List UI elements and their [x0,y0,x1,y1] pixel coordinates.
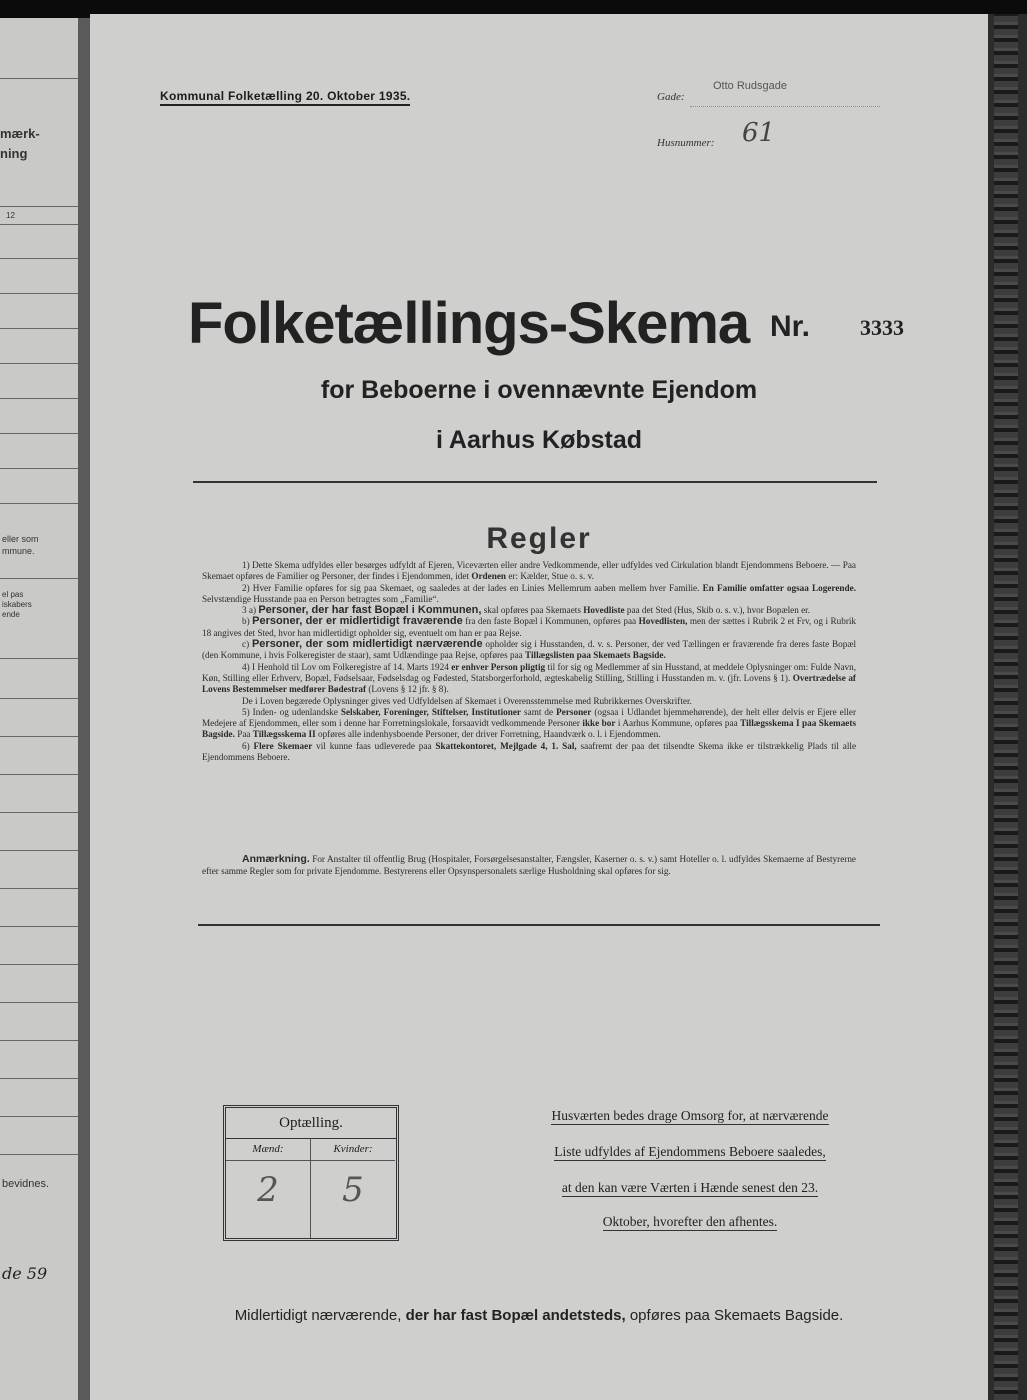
notice-line: Oktober, hvorefter den afhentes. [602,1214,778,1229]
rule-3c: c) Personer, der som midlertidigt nærværende opholder sig i Husstanden, d. v. s. Personer, der ved Tællingen er fraværende fra deres faste Bopæl (den Kommune, i hvis Folkeregister de staar), samt Udlændinge paa Rejse, opføres paa Tillægslisten paa Skemaets Bagside. [202,638,857,661]
schema-number: 3333 [860,315,904,340]
census-heading: Kommunal Folketælling 20. Oktober 1935. [160,89,410,106]
left-fragment: ende [2,610,20,619]
street-label: Gade: [657,91,685,103]
rule-3b: b) Personer, der er midlertidigt fraværende fra den faste Bopæl i Kommunen, opføres paa Hovedlisten, men der sættes i Rubrik 2 et Frv, og i Rubrik 18 angives det Sted, hvor han midlertidigt opholder sig, eventuelt om han er paa Rejse. [202,615,857,638]
divider [193,481,877,483]
rule-5: 5) Inden- og udenlandske Selskaber, Foreninger, Stiftelser, Institutioner samt de Personer (ogsaa i Udlandet hjemmehørende), der helt eller delvis er Ejere eller Medejere af Ejendommen, eller som i denne har Forretningslokale, forsaavidt vedkommende Personer ikke bor i Aarhus Kommune, opføres paa Tillægsskema I paa Skemaets Bagside. Paa Tillægsskema II opføres alle indenhysboende Personer, der driver Forretning, Haandværk o. l. i Ejendommen. [202,706,857,740]
annotation-note [202,853,856,877]
left-fragment: bevidnes. [2,1178,50,1190]
women-label: Kvinder: [311,1138,395,1161]
rule-4: 4) I Henhold til Lov om Folkeregistre af 14. Marts 1924 er enhver Person pligtig til for sig og Medlemmer af sin Husstand, at meddele Oplysninger om: Fulde Navn, Køn, Stilling eller Erhverv, Bopæl, Fødselsaar, Fødselsdag og Fødested, Statsborgerforhold, ægteskabelig Stilling, Stilling i Husstanden m. v. (jfr. Lovens § 1). Overtrædelse af Lovens Bestemmelser medfører Bødestraf (Lovens § 12 jfr. § 8). [202,661,857,695]
divider [198,924,880,926]
left-fragment: 12 [6,211,15,220]
women-count: 5 [342,1170,364,1210]
rule-6: 6) Flere Skemaer vil kunne faas udleverede paa Skattekontoret, Mejlgade 4, 1. Sal, saafremt der paa det tilsendte Skema ikke er tilstrækkelig Plads til alle Ejendommens Beboere. [202,740,857,763]
census-form-page [90,14,988,1400]
left-fragment: mmune. [2,546,35,556]
form-subtitle-city: i Aarhus Købstad [435,426,643,454]
book-gutter [78,18,90,1400]
house-number-label: Husnummer: [657,137,715,149]
count-box [223,1105,399,1241]
left-fragment: ning [0,146,28,161]
rules-text [202,560,856,763]
rule-3a: 3 a) Personer, der har fast Bopæl i Kommunen, skal opføres paa Skemaets Hovedliste paa det Sted (Hus, Skib o. s. v.), hvor Bopælen er. [242,604,811,617]
book-edge [988,14,1027,1400]
number-label: Nr. [770,310,811,343]
notice-line: Husværten bedes drage Omsorg for, at nærværende [551,1108,829,1123]
left-fragment: mærk- [0,126,40,141]
street-value: Otto Rudsgade [713,80,787,92]
footer-note: Midlertidigt nærværende, der har fast Bopæl andetsteds, opføres paa Skemaets Bagside. [234,1307,844,1324]
rule-1: 1) Dette Skema udfyldes eller besørges udfyldt af Ejeren, Viceværten eller andre Vedkommende, eller udfyldes ved Cirkulation blandt Ejendommens Beboere. — Paa Skemaet opføres de Familier og Personer, der findes i Ejendommen, idet Ordenen er: Kælder, Stue o. s. v. [202,560,856,582]
left-facing-page [0,18,80,1400]
left-fragment: el pas [2,590,24,599]
men-count: 2 [257,1170,279,1210]
house-number-value: 61 [742,118,776,148]
notice-line: at den kan være Værten i Hænde senest den 23. [561,1180,819,1195]
note-text: For Anstalter til offentlig Brug (Hospitaler, Forsørgelsesanstalter, Fængsler, Kaserner o. s. v.) samt Hoteller o. l. udfyldes Skemaerne af Bestyrerne efter samme Regler som for private Ejendomme. Bestyrerens eller Opsynspersonalets særlige Husholdning skal opføres for sig. [202,854,856,876]
left-fragment: eller som [2,534,39,544]
street-line [690,106,880,107]
rule-4b: De i Loven begærede Oplysninger gives ved Udfyldelsen af Skemaet i Overensstemmelse med Rubrikkernes Overskrifter. [242,695,692,706]
rule-2: 2) Hver Familie opføres for sig paa Skemaet, og saaledes at der lades en Linies Mellemrum aaben mellem hver Familie. En Familie omfatter ogsaa Logerende. Selvstændige Husstande paa en Person betragtes som „Familie“. [202,582,856,604]
men-label: Mænd: [226,1138,311,1161]
notice-line: Liste udfyldes af Ejendommens Beboere saaledes, [554,1144,826,1159]
form-subtitle: for Beboerne i ovennævnte Ejendom [320,376,758,404]
left-fragment: iskabers [2,600,32,609]
count-title: Optælling. [226,1108,396,1139]
note-label: Anmærkning. [242,853,310,865]
left-handwriting: de 59 [2,1264,48,1283]
form-title: Folketællings-Skema [188,291,750,356]
rules-heading: Regler [486,522,592,555]
